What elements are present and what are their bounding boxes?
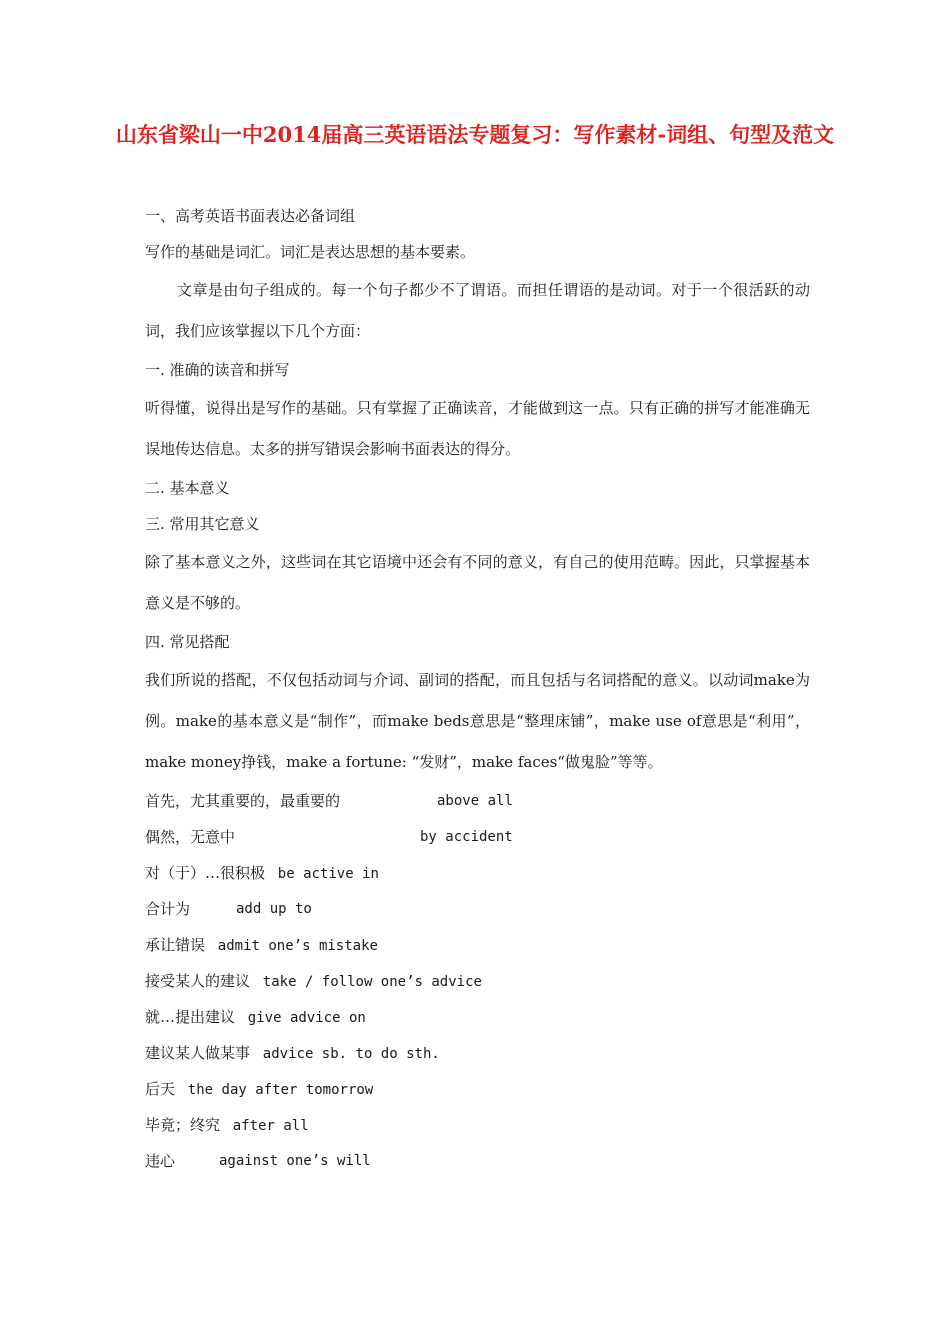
phrase-item <box>145 891 810 927</box>
phrase-chinese: 承让错误 <box>145 936 206 954</box>
phrase-item <box>145 1071 810 1107</box>
phrase-chinese: 接受某人的建议 <box>145 972 251 990</box>
phrase-chinese: 首先，尤其重要的，最重要的 <box>145 792 341 810</box>
section-heading: 一、高考英语书面表达必备词组 <box>145 207 356 225</box>
phrase-item <box>145 963 810 999</box>
phrase-chinese: 偶然，无意中 <box>145 828 236 846</box>
phrase-chinese: 就…提出建议 <box>145 1008 236 1026</box>
phrase-item <box>145 819 810 855</box>
phrase-item <box>145 1107 810 1143</box>
phrase-english: against one’s will <box>219 1153 371 1169</box>
phrase-item <box>145 927 810 963</box>
point-heading-4: 四. 常见搭配 <box>145 633 230 651</box>
phrase-item <box>145 1143 810 1179</box>
document-title: 山东省梁山一中2014届高三英语语法专题复习：写作素材-词组、句型及范文 <box>115 122 835 147</box>
phrase-list <box>145 783 810 1179</box>
phrase-english: above all <box>437 793 513 809</box>
phrase-chinese: 后天 <box>145 1080 176 1098</box>
point-heading-2: 二. 基本意义 <box>145 479 230 497</box>
phrase-english: admit one’s mistake <box>217 938 378 954</box>
phrase-item <box>145 855 810 891</box>
phrase-chinese: 毕竟；终究 <box>145 1116 221 1134</box>
phrase-item <box>145 999 810 1035</box>
phrase-english: the day after tomorrow <box>187 1082 374 1098</box>
phrase-item <box>145 1035 810 1071</box>
phrase-english: give advice on <box>247 1010 366 1026</box>
document-body <box>145 198 810 1179</box>
point-heading-3: 三. 常用其它意义 <box>145 515 260 533</box>
point-heading-1: 一. 准确的读音和拼写 <box>145 361 290 379</box>
phrase-chinese: 建议某人做某事 <box>145 1044 251 1062</box>
phrase-english: advice sb. to do sth. <box>262 1046 440 1062</box>
phrase-english: after all <box>232 1118 309 1134</box>
intro-text: 写作的基础是词汇。词汇是表达思想的基本要素。 <box>145 243 476 261</box>
phrase-chinese: 合计为 <box>145 900 191 918</box>
phrase-english: add up to <box>236 901 312 917</box>
phrase-item <box>145 783 810 819</box>
phrase-chinese: 对（于）…很积极 <box>145 864 266 882</box>
intro-paragraph: 文章是由句子组成的。每一个句子都少不了谓语。而担任谓语的是动词。对于一个很活跃的动词，我们应该掌握以下几个方面： <box>145 281 810 340</box>
phrase-chinese: 违心 <box>145 1152 176 1170</box>
point-paragraph-3: 除了基本意义之外，这些词在其它语境中还会有不同的意义，有自己的使用范畴。因此，只掌握基本意义是不够的。 <box>145 553 810 612</box>
phrase-english: by accident <box>420 829 513 845</box>
phrase-english: take / follow one’s advice <box>262 974 482 990</box>
point-paragraph-4: 我们所说的搭配，不仅包括动词与介词、副词的搭配，而且包括与名词搭配的意义。以动词make为例。make的基本意义是“制作”，而make beds意思是“整理床铺”，make use of意思是“利用”，make money挣钱，make a fortune: “发财”，make faces“做鬼脸”等等。 <box>145 671 810 771</box>
point-paragraph-1: 听得懂，说得出是写作的基础。只有掌握了正确读音，才能做到这一点。只有正确的拼写才能准确无误地传达信息。太多的拼写错误会影响书面表达的得分。 <box>145 399 810 458</box>
phrase-english: be active in <box>277 866 379 882</box>
